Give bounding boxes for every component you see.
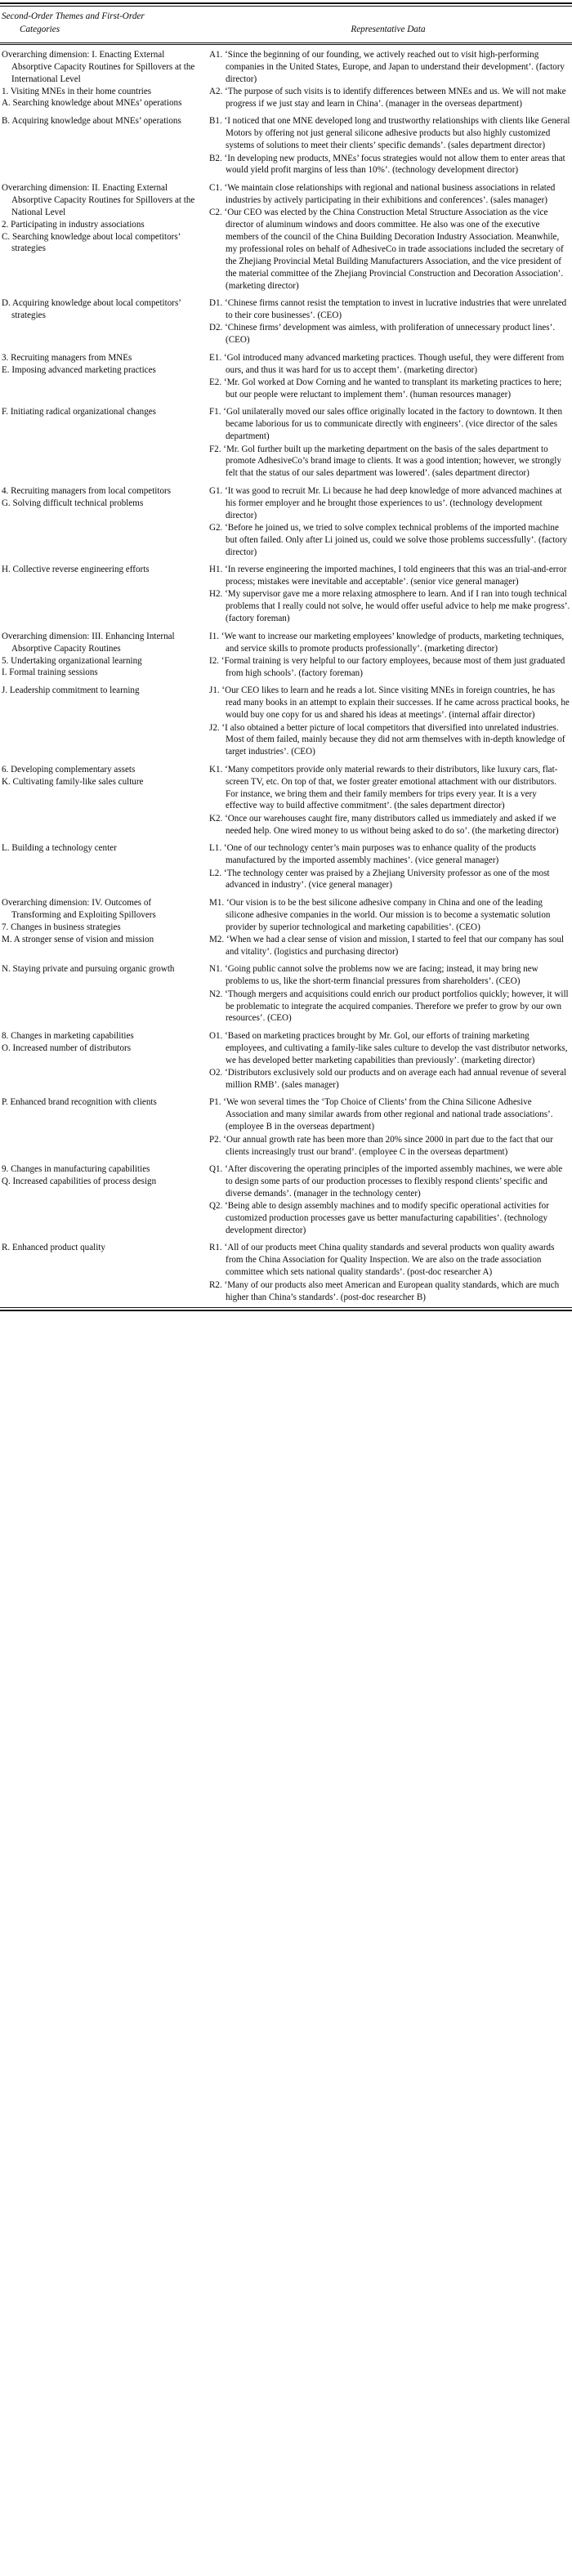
representative-quote: A1. ‘Since the beginning of our founding, we actively reached out to visit high-performing companies in the United States, Europe, and Japan to understand their development’. (factory director) [209,49,565,84]
table-row [0,559,572,626]
theme-category-item: 2. Participating in industry associations [2,219,145,230]
representative-quote: H1. ‘In reverse engineering the imported machines, I told engineers that this was an trial-and-error process; mistakes were inevitable and acceptable’. (senior vice general manager) [209,565,567,587]
theme-category-cell [0,480,203,559]
table-row [0,45,572,111]
theme-category-cell [0,559,203,626]
representative-data-cell [203,177,572,292]
table-row [0,892,572,959]
representative-quote: E2. ‘Mr. Gol worked at Dow Corning and he wanted to transplant its marketing practices to here; but our people were reluctant to implement them’. (human resources manager) [209,377,562,400]
representative-quote: F1. ‘Gol unilaterally moved our sales office originally located in the factory to downtown. It then became laborious for us to communicate directly with engineers’. (vice director of the sales department) [209,407,563,442]
representative-quote: M1. ‘Our vision is to be the best silicone adhesive company in China and one of the leading silicone adhesive companies in the world. Our mission is to become a systematic solution provider by superior technological and marketing capabilities’. (CEO) [209,897,551,932]
theme-category-cell [0,347,203,402]
theme-category-cell [0,958,203,1025]
column-header-themes [0,7,203,41]
representative-data-cell [203,1025,572,1092]
representative-quote: H2. ‘My supervisor gave me a more relaxing atmosphere to learn. And if I ran into tough technical problems that I really could not solve, he would offer useful advice to help me make progress’. (factory foreman) [209,589,570,624]
theme-category-cell [0,626,203,681]
theme-category-cell [0,759,203,837]
column-header-representative-data: Representative Data [351,24,426,34]
table-row [0,1237,572,1304]
theme-category-cell [0,292,203,347]
theme-category-item: M. A stronger sense of vision and mission [2,934,154,944]
representative-quote: P2. ‘Our annual growth rate has been more than 20% since 2000 in part due to the fact that our clients increasingly trust our brand’. (employee C in the overseas department) [209,1134,553,1157]
theme-category-item: K. Cultivating family-like sales culture [2,776,144,787]
representative-data-cell [203,680,572,758]
themes-and-data-table [0,7,572,41]
table-row [0,110,572,177]
representative-quote: D1. ‘Chinese firms cannot resist the temptation to invest in lucrative industries that were unrelated to their core businesses’. (CEO) [209,298,567,320]
representative-quote: N1. ‘Going public cannot solve the problems now we are facing; instead, it may bring new problems to us, like the short-term financial pressures from shareholders’. (CEO) [209,964,538,987]
theme-category-item: C. Searching knowledge about local competitors’ strategies [2,231,181,254]
representative-data-cell [203,45,572,111]
theme-category-item: Overarching dimension: I. Enacting External Absorptive Capacity Routines for Spillovers at the International Level [2,49,195,84]
representative-quote: I1. ‘We want to increase our marketing employees’ knowledge of products, marketing techniques, and service skills to promote products professionally’. (marketing director) [209,631,565,654]
theme-category-cell [0,401,203,480]
table-body [0,45,572,1304]
table-row [0,347,572,402]
themes-and-data-body-table [0,45,572,1304]
representative-quote: O1. ‘Based on marketing practices brought by Mr. Gol, our efforts of training marketing employees, and cultivating a family-like sales culture to develop the vast distributor networks, we has developed better marketing capabilities than previously’. (marketing director) [209,1030,568,1065]
theme-category-item: 5. Undertaking organizational learning [2,655,142,666]
theme-category-item: 6. Developing complementary assets [2,764,136,775]
representative-quote: L2. ‘The technology center was praised by a Zhejiang University professor as one of the most advanced in industry’. (vice general manager) [209,868,550,891]
theme-category-cell [0,1159,203,1237]
representative-quote: D2. ‘Chinese firms’ development was aimless, with proliferation of unnecessary product lines’. (CEO) [209,323,556,346]
representative-quote: O2. ‘Distributors exclusively sold our products and on average each had annual revenue of several million RMB’. (sales manager) [209,1068,567,1090]
representative-quote: G1. ‘It was good to recruit Mr. Li because he had deep knowledge of more advanced machines at his former employer and he brought those experiences to us’. (technology development director) [209,485,562,520]
theme-category-item: 9. Changes in manufacturing capabilities [2,1163,150,1174]
table-header-row [0,7,572,41]
representative-quote: R1. ‘All of our products meet China quality standards and several products won quality awards from the China Association for Quality Inspection. We are also on the trade association committee which sets national quality standards’. (post-doc researcher A) [209,1243,555,1278]
theme-category-cell [0,1237,203,1304]
theme-category-cell [0,892,203,959]
representative-quote: B1. ‘I noticed that one MNE developed long and trustworthy relationships with clients like General Motors by offering not just general silicone adhesive products but also highly customized systems of solutions to meet their clients’ specific demands’. (sales department director) [209,116,570,151]
theme-category-cell [0,45,203,111]
representative-quote: N2. ‘Though mergers and acquisitions could enrich our product portfolios quickly; however, it will be problematic to integrate the acquired companies. Therefore we prefer to grow by our own resources’. (CEO) [209,989,569,1024]
table-header [0,7,572,41]
theme-category-item: Q. Increased capabilities of process design [2,1176,157,1186]
theme-category-item: Overarching dimension: III. Enhancing Internal Absorptive Capacity Routines [2,631,175,654]
theme-category-item: Overarching dimension: IV. Outcomes of Transforming and Exploiting Spillovers [2,897,156,920]
representative-data-cell [203,837,572,892]
representative-quote: J1. ‘Our CEO likes to learn and he reads a lot. Since visiting MNEs in foreign countries, he has read many books in an attempt to explain their successes. If he came across practical books, he would buy one copy for us and shared his ideas at meetings’. (internal affair director) [209,685,570,721]
theme-category-item: G. Solving difficult technical problems [2,498,144,508]
representative-quote: C2. ‘Our CEO was elected by the China Construction Metal Structure Association as the vice director of aluminum windows and doors committee. He also was one of the executive members of the council of the China Building Decoration Industry Association. Meanwhile, my professional roles on behalf of AdhesiveCo in trade associations included the secretary of the Zhejiang Provincial Metal Building Manufacturers Association, and the vice president of the material committee of the Zhejiang Provincial Construction and Decoration Association’. (marketing director) [209,208,564,291]
theme-category-cell [0,177,203,292]
representative-quote: K2. ‘Once our warehouses caught fire, many distributors called us immediately and asked if we needed help. One wired money to us without being asked to do so’. (the marketing director) [209,813,559,836]
representative-data-cell [203,401,572,480]
table-bottom-rule [0,1307,572,1311]
representative-data-cell [203,958,572,1025]
table-row [0,837,572,892]
theme-category-item: 7. Changes in business strategies [2,922,121,932]
theme-category-cell [0,837,203,892]
table-row [0,177,572,292]
representative-quote: I2. ‘Formal training is very helpful to our factory employees, because most of them just graduated from high schools’. (factory foreman) [209,656,565,678]
representative-quote: A2. ‘The purpose of such visits is to identify differences between MNEs and us. We will not make progress if we just stay and learn in China’. (manager in the overseas department) [209,87,566,109]
representative-quote: L1. ‘One of our technology center’s main purposes was to enhance quality of the products manufactured by the imported assembly machines’. (vice general manager) [209,843,536,866]
theme-category-item: 1. Visiting MNEs in their home countries [2,86,152,96]
representative-quote: P1. ‘We won several times the ‘Top Choice of Clients’ from the China Silicone Adhesive Association and many similar awards from other regional and national trade associations’. (employee B in the overseas department) [209,1097,553,1132]
representative-data-cell [203,347,572,402]
representative-quote: F2. ‘Mr. Gol further built up the marketing department on the basis of the sales department to promote AdhesiveCo’s brand image to clients. It was a good intention; however, we strongly felt that the status of our sales department was lowered’. (sales department director) [209,444,561,479]
representative-data-cell [203,480,572,559]
table-row [0,292,572,347]
theme-category-item: N. Staying private and pursuing organic growth [2,964,175,975]
table-row [0,626,572,681]
theme-category-item: I. Formal training sessions [2,667,98,678]
theme-category-cell [0,110,203,177]
table-row [0,1092,572,1159]
theme-category-item: Overarching dimension: II. Enacting External Absorptive Capacity Routines for Spillovers at the National Level [2,182,195,217]
representative-data-cell [203,292,572,347]
theme-category-item: L. Building a technology center [2,843,117,854]
theme-category-item: B. Acquiring knowledge about MNEs’ operations [2,116,181,127]
theme-category-item: P. Enhanced brand recognition with clients [2,1097,157,1108]
representative-quote: K1. ‘Many competitors provide only material rewards to their distributors, like luxury cars, flat-screen TV, etc. On top of that, we foster greater emotional attachment with our distributors. For instance, we bring them and their family members for trips every year. It is a very effective way to build affective commitment’. (the sales department director) [209,764,558,811]
representative-quote: M2. ‘When we had a clear sense of vision and mission, I started to feel that our company has soul and vitality’. (logistics and purchasing director) [209,935,565,957]
representative-data-cell [203,1092,572,1159]
representative-quote: E1. ‘Gol introduced many advanced marketing practices. Though useful, they were different from ours, and thus it was hard for us to accept them’. (marketing director) [209,352,565,375]
theme-category-item: F. Initiating radical organizational changes [2,407,156,417]
table-row [0,401,572,480]
table-row [0,1025,572,1092]
theme-category-item: A. Searching knowledge about MNEs’ operations [2,98,182,109]
theme-category-item: D. Acquiring knowledge about local competitors’ strategies [2,298,181,320]
table-row [0,680,572,758]
representative-quote: Q2. ‘Being able to design assembly machines and to modify specific operational activities for customized production processes gave us better manufacturing capabilities’. (technology development director) [209,1201,549,1235]
theme-category-cell [0,1025,203,1092]
representative-quote: G2. ‘Before he joined us, we tried to solve complex technical problems of the imported machine but often failed. Only after Li joined us, could we solve those problems successfully’. (factory director) [209,522,568,557]
theme-category-item: R. Enhanced product quality [2,1243,105,1253]
theme-category-item: E. Imposing advanced marketing practices [2,364,156,375]
representative-quote: B2. ‘In developing new products, MNEs’ focus strategies would not allow them to enter areas that would yield profit margins of less than 10%’. (technology development director) [209,153,565,176]
representative-quote: Q1. ‘After discovering the operating principles of the imported assembly machines, we were able to design some parts of our production processes to flexibly respond clients’ specific and diverse demands’. (manager in the technology center) [209,1163,563,1199]
column-header-themes-line2: Categories [20,24,60,34]
table-row [0,1159,572,1237]
table-row [0,480,572,559]
theme-category-item: 3. Recruiting managers from MNEs [2,352,132,363]
theme-category-item: 4. Recruiting managers from local competitors [2,485,172,496]
theme-category-item: J. Leadership commitment to learning [2,685,140,696]
theme-category-item: 8. Changes in marketing capabilities [2,1030,134,1041]
representative-data-cell [203,1159,572,1237]
column-header-themes-line1: Second-Order Themes and First-Order [2,11,145,21]
theme-category-item: O. Increased number of distributors [2,1042,132,1053]
representative-quote: C1. ‘We maintain close relationships with regional and national business associations in related industries by actively participating in their exhibitions and conferences’. (sales manager) [209,182,556,205]
representative-data-cell [203,1237,572,1304]
representative-data-cell [203,759,572,837]
table-row [0,958,572,1025]
data-table-container [0,2,572,1311]
representative-data-cell [203,559,572,626]
theme-category-cell [0,680,203,758]
representative-data-cell [203,892,572,959]
representative-quote: R2. ‘Many of our products also meet American and European quality standards, which are much higher than China’s standards’. (post-doc researcher B) [209,1279,560,1302]
representative-quote: J2. ‘I also obtained a better picture of local competitors that diversified into unrelated industries. Most of them failed, mainly because they did not arm themselves with in-depth knowledge of target industries’. (CEO) [209,722,565,757]
representative-data-cell [203,626,572,681]
theme-category-cell [0,1092,203,1159]
representative-data-cell [203,110,572,177]
table-row [0,759,572,837]
theme-category-item: H. Collective reverse engineering efforts [2,565,150,575]
